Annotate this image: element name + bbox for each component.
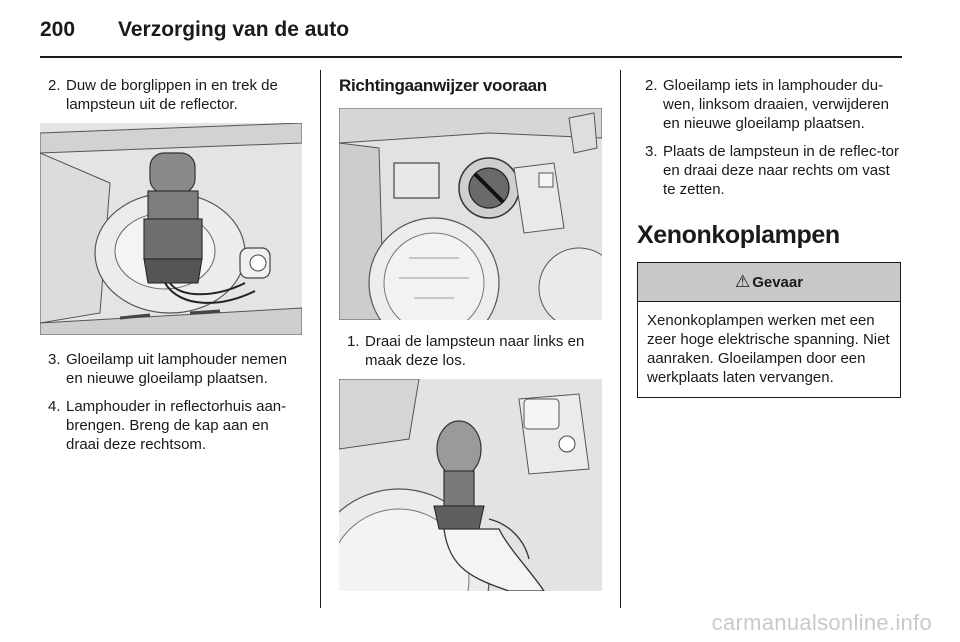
page-number: 200 xyxy=(40,18,76,41)
warning-header xyxy=(638,263,900,302)
steps-list-2 xyxy=(40,350,302,454)
step-number: 2. xyxy=(645,77,658,94)
warning-text: Xenonkoplampen werken met een zeer hoge elektrische spanning. Niet aanraken. Gloeilampen door een werkplaats laten vervangen. xyxy=(647,312,890,386)
step-item xyxy=(339,332,602,370)
lamp-holder-illustration xyxy=(40,123,302,335)
warning-triangle-icon: ⚠ xyxy=(734,272,751,291)
step-text: Lamphouder in reflectorhuis aan-brengen. Breng de kap aan en draai deze rechtsom. xyxy=(66,398,287,453)
column-2 xyxy=(339,76,602,591)
page-title: Verzorging van de auto xyxy=(118,18,350,41)
steps-list-4 xyxy=(637,76,905,199)
turn-signal-housing-illustration xyxy=(339,108,602,320)
step-text: Plaats de lampsteun in de reflec-tor en draai deze naar rechts om vast te zetten. xyxy=(663,143,899,198)
column-1 xyxy=(40,76,302,463)
steps-list-3 xyxy=(339,332,602,370)
step-item xyxy=(40,350,302,388)
step-item xyxy=(637,76,905,133)
step-number: 2. xyxy=(48,77,61,94)
step-number: 3. xyxy=(645,143,658,160)
step-item xyxy=(637,142,905,199)
step-item xyxy=(40,397,302,454)
step-item xyxy=(40,76,302,114)
steps-list-1 xyxy=(40,76,302,114)
step-text: Duw de borglippen in en trek de lampsteun uit de reflector. xyxy=(66,77,278,113)
watermark: carmanualsonline.info xyxy=(711,610,932,635)
column-3 xyxy=(637,76,905,398)
step-text: Draai de lampsteun naar links en maak deze los. xyxy=(365,333,585,369)
section-heading: Richtingaanwijzer vooraan xyxy=(339,76,547,95)
step-number: 3. xyxy=(48,351,61,368)
step-text: Gloeilamp iets in lamphouder du-wen, linksom draaien, verwijderen en nieuwe gloeilamp plaatsen. xyxy=(663,77,889,132)
section-heading: Xenonkoplampen xyxy=(637,221,840,249)
column-divider-2 xyxy=(620,70,621,608)
header-rule xyxy=(40,56,902,58)
bulb-removal-illustration xyxy=(339,379,602,591)
warning-title: Gevaar xyxy=(752,273,804,291)
step-text: Gloeilamp uit lamphouder nemen en nieuwe gloeilamp plaatsen. xyxy=(66,351,287,387)
warning-box xyxy=(637,262,901,398)
column-divider-1 xyxy=(320,70,321,608)
step-number: 1. xyxy=(347,333,360,350)
step-number: 4. xyxy=(48,398,61,415)
